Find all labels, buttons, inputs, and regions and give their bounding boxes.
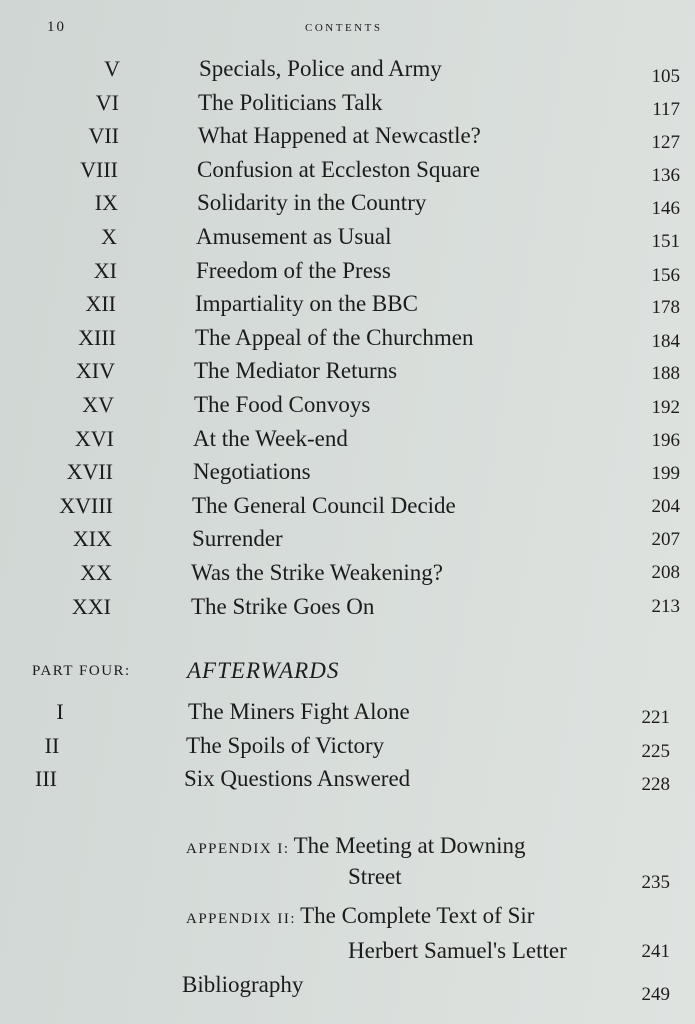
chapter-page: 178	[651, 297, 680, 319]
chapter-title: Impartiality on the BBC	[195, 291, 418, 317]
appendix-title-line: Herbert Samuel's Letter	[348, 938, 567, 963]
chapter-title: The Appeal of the Churchmen	[195, 324, 474, 350]
chapter-numeral: III	[35, 766, 57, 791]
bibliography-title: Bibliography	[182, 972, 304, 997]
chapter-page: 225	[641, 740, 670, 762]
chapter-row	[0, 592, 695, 622]
chapter-numeral: XX	[80, 560, 112, 585]
chapter-page: 199	[651, 463, 680, 485]
appendix-title-line: The Complete Text of Sir	[300, 903, 535, 928]
chapter-page: 151	[651, 231, 680, 252]
part-label: PART FOUR:	[32, 663, 131, 679]
chapter-numeral: XIX	[72, 526, 112, 552]
chapter-numeral: II	[44, 732, 60, 758]
chapter-page: 208	[651, 562, 680, 583]
chapter-numeral: XII	[85, 291, 116, 317]
chapter-row	[0, 256, 695, 286]
chapter-row	[0, 457, 695, 487]
chapter-numeral: XIV	[75, 358, 115, 384]
chapter-numeral: IX	[94, 190, 118, 216]
chapter-page: 196	[651, 429, 680, 451]
chapter-row	[0, 88, 695, 118]
chapter-row	[0, 764, 695, 794]
chapter-page: 188	[651, 363, 680, 385]
chapter-title: Six Questions Answered	[184, 766, 411, 791]
chapter-title: The Politicians Talk	[198, 89, 383, 115]
chapter-page: 117	[652, 98, 680, 120]
chapter-title: What Happened at Newcastle?	[198, 123, 481, 149]
chapter-numeral: VII	[88, 123, 119, 149]
chapter-title: At the Week-end	[193, 425, 348, 451]
chapter-page: 105	[651, 66, 680, 87]
chapter-numeral: XI	[93, 257, 117, 283]
chapter-title: Confusion at Eccleston Square	[197, 156, 480, 182]
chapter-row	[0, 289, 695, 319]
chapter-row	[0, 424, 695, 454]
chapter-page: 184	[651, 330, 680, 352]
part-title: AFTERWARDS	[187, 658, 340, 683]
chapter-page: 221	[641, 707, 670, 728]
chapter-numeral: X	[101, 224, 117, 249]
bibliography-page: 249	[641, 984, 670, 1005]
chapter-page: 213	[651, 595, 680, 617]
chapter-row	[0, 491, 695, 521]
page-number: 10	[47, 19, 66, 35]
chapter-row	[0, 390, 695, 420]
chapter-page: 207	[651, 529, 680, 551]
chapter-row	[0, 155, 695, 185]
chapter-title: The Miners Fight Alone	[188, 699, 410, 724]
appendix-label: APPENDIX I:	[186, 841, 290, 857]
chapter-title: Freedom of the Press	[196, 257, 391, 283]
appendix-entry	[186, 901, 534, 934]
chapter-numeral: I	[56, 699, 64, 724]
chapter-row	[0, 558, 695, 588]
appendix-entry	[186, 831, 525, 864]
chapter-title: The Mediator Returns	[194, 358, 398, 384]
chapter-title: Was the Strike Weakening?	[191, 560, 443, 585]
chapter-page: 136	[651, 164, 680, 186]
chapter-row	[0, 697, 695, 727]
chapter-row	[0, 222, 695, 252]
chapter-numeral: XIII	[78, 324, 116, 350]
chapter-page: 228	[641, 774, 670, 795]
chapter-title: The Spoils of Victory	[186, 732, 385, 758]
chapter-title: The Food Convoys	[194, 392, 371, 417]
chapter-row	[0, 121, 695, 154]
chapter-page: 127	[651, 132, 680, 154]
page-title: contents	[305, 19, 383, 35]
chapter-row	[0, 524, 695, 554]
chapter-row	[0, 731, 695, 761]
appendix-page: 235	[641, 872, 670, 893]
chapter-page: 204	[651, 495, 680, 517]
chapter-title: Solidarity in the Country	[197, 190, 427, 216]
appendix-title-line: The Meeting at Downing	[293, 833, 526, 858]
chapter-numeral: XXI	[71, 593, 111, 619]
chapter-numeral: XVI	[74, 425, 114, 451]
chapter-numeral: XVII	[66, 459, 113, 485]
chapter-title: The Strike Goes On	[191, 593, 375, 619]
appendix-label: APPENDIX II:	[186, 911, 297, 927]
chapter-title: Surrender	[192, 526, 283, 552]
chapter-numeral: XV	[82, 392, 114, 417]
chapter-page: 156	[651, 264, 680, 286]
chapter-row	[0, 54, 695, 87]
appendix-title-line: Street	[348, 864, 402, 889]
chapter-row	[0, 356, 695, 386]
chapter-numeral: V	[104, 56, 120, 81]
chapter-row	[0, 188, 695, 218]
chapter-title: Specials, Police and Army	[199, 56, 442, 81]
chapter-title: Amusement as Usual	[196, 224, 392, 249]
chapter-row	[0, 323, 695, 353]
chapter-page: 192	[651, 397, 680, 418]
chapter-numeral: XVIII	[59, 492, 113, 518]
chapter-page: 146	[651, 198, 680, 220]
appendix-page: 241	[641, 941, 670, 962]
chapter-numeral: VI	[95, 89, 119, 115]
chapter-title: Negotiations	[193, 459, 311, 485]
chapter-numeral: VIII	[80, 156, 118, 182]
chapter-title: The General Council Decide	[192, 492, 456, 518]
